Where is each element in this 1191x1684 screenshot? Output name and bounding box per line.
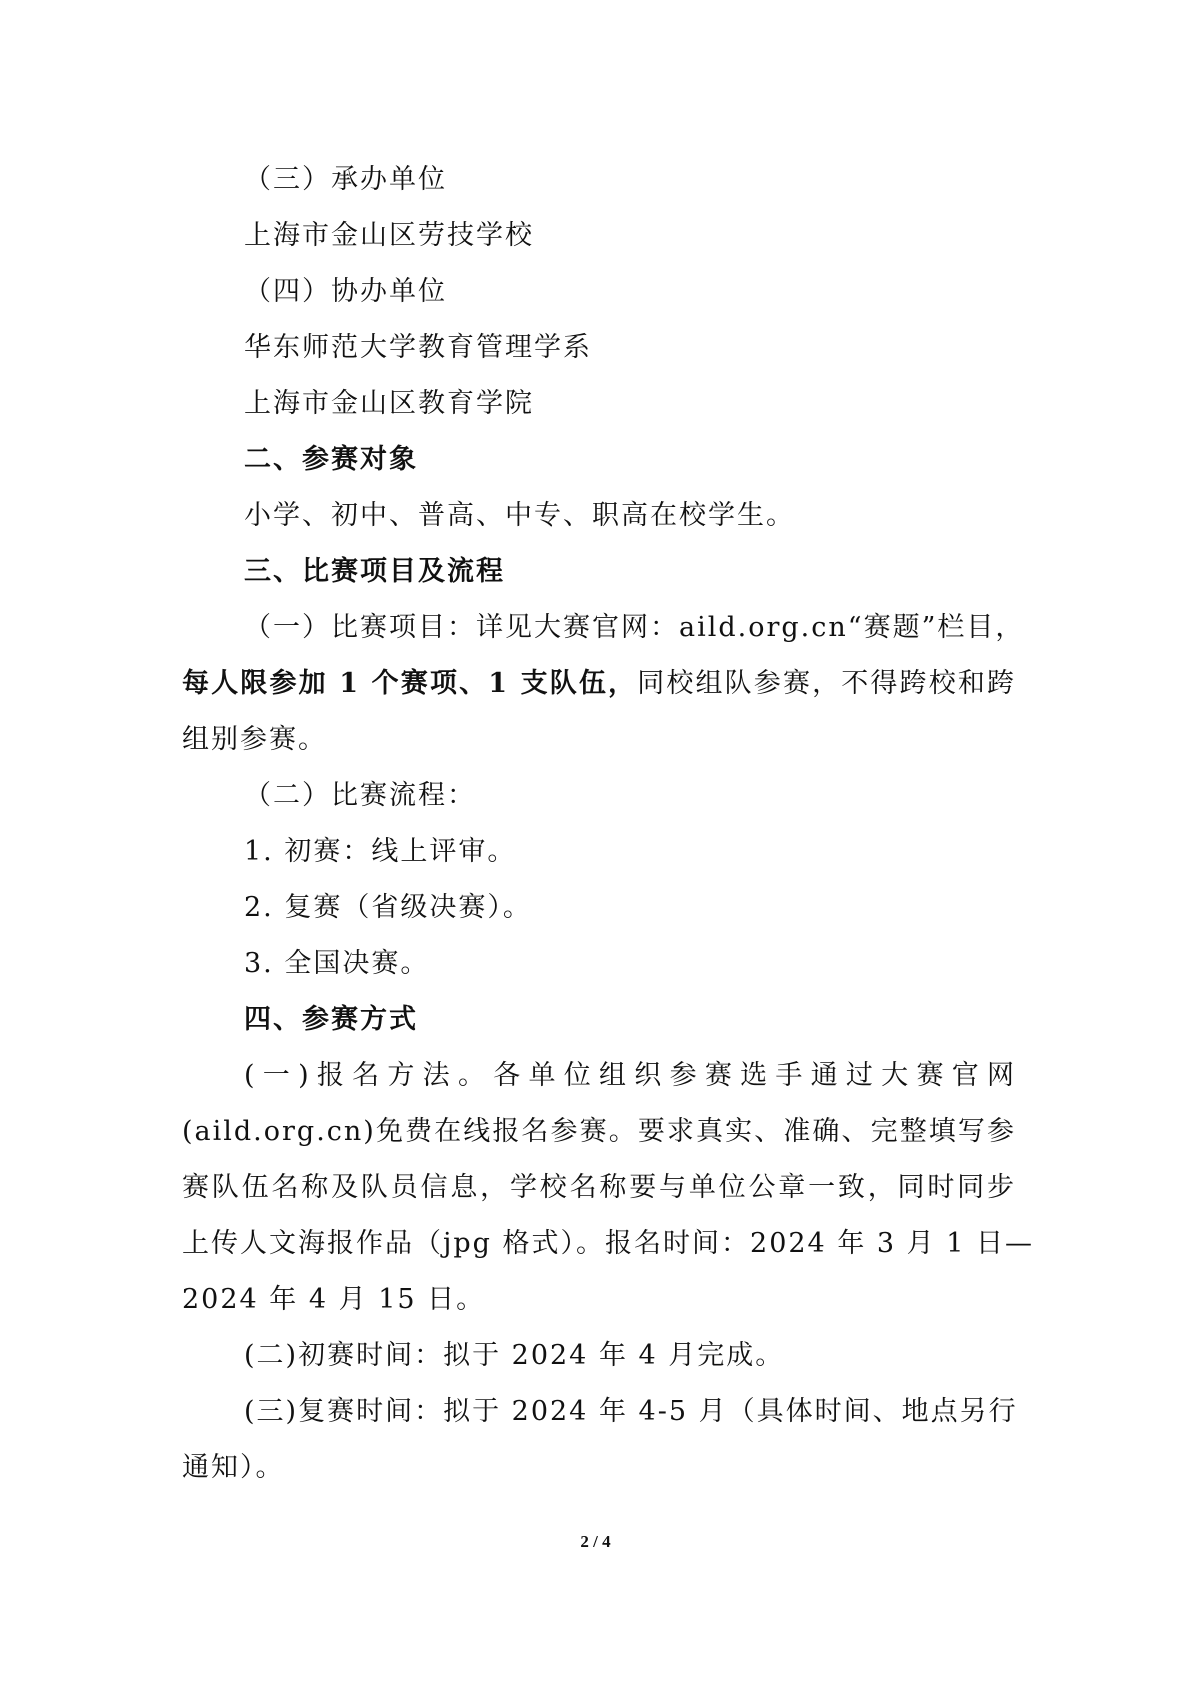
registration-line-2: (aild.org.cn)免费在线报名参赛。要求真实、准确、完整填写参 bbox=[182, 1116, 1016, 1147]
registration-line-4: 上传人文海报作品（jpg 格式）。报名时间：2024 年 3 月 1 日— bbox=[182, 1228, 1035, 1259]
participants-text: 小学、初中、普高、中专、职高在校学生。 bbox=[244, 500, 795, 531]
section-heading-participants: 二、参赛对象 bbox=[244, 444, 418, 475]
competition-items-line-1: （一）比赛项目：详见大赛官网：aild.org.cn“赛题”栏目， bbox=[244, 612, 1025, 643]
team-rule-text: 同校组队参赛，不得跨校和跨 bbox=[637, 668, 1016, 699]
registration-line-5: 2024 年 4 月 15 日。 bbox=[182, 1284, 486, 1315]
semifinal-time-line-2: 通知）。 bbox=[182, 1452, 285, 1483]
organizer-label: （三）承办单位 bbox=[244, 164, 447, 195]
process-step-2: 2. 复赛（省级决赛）。 bbox=[244, 892, 532, 923]
process-step-1: 1. 初赛：线上评审。 bbox=[244, 836, 517, 867]
semifinal-time-line-1: (三)复赛时间：拟于 2024 年 4-5 月（具体时间、地点另行 bbox=[244, 1396, 1018, 1427]
process-step-3: 3. 全国决赛。 bbox=[244, 948, 430, 979]
co-organizer-label: （四）协办单位 bbox=[244, 276, 447, 307]
entry-limit-text: 每人限参加 1 个赛项、1 支队伍， bbox=[182, 668, 638, 699]
page-number: 2 / 4 bbox=[580, 1532, 611, 1551]
competition-items-line-3: 组别参赛。 bbox=[182, 724, 327, 755]
section-heading-method: 四、参赛方式 bbox=[244, 1004, 418, 1035]
competition-items-line-2 bbox=[182, 656, 1016, 712]
section-heading-competition: 三、比赛项目及流程 bbox=[244, 556, 505, 587]
document-body bbox=[182, 152, 1035, 1496]
organizer-name: 上海市金山区劳技学校 bbox=[244, 220, 534, 251]
co-organizer-2: 上海市金山区教育学院 bbox=[244, 388, 534, 419]
competition-process-label: （二）比赛流程： bbox=[244, 780, 476, 811]
co-organizer-1: 华东师范大学教育管理学系 bbox=[244, 332, 592, 363]
registration-line-3: 赛队伍名称及队员信息，学校名称要与单位公章一致，同时同步 bbox=[182, 1172, 1016, 1203]
preliminary-time: (二)初赛时间：拟于 2024 年 4 月完成。 bbox=[244, 1340, 785, 1371]
registration-line-1: (一)报名方法。各单位组织参赛选手通过大赛官网 bbox=[244, 1060, 1016, 1091]
